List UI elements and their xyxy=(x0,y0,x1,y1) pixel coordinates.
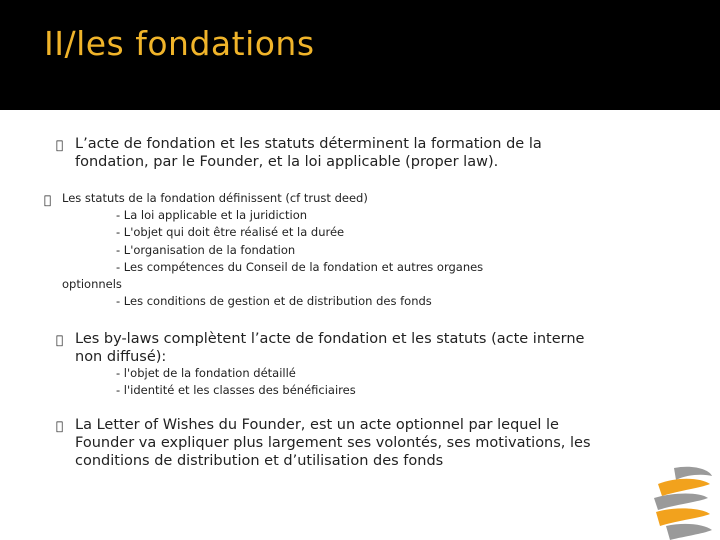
list-item: - Les compétences du Conseil de la fondation et autres organes xyxy=(116,259,484,274)
list-item-continuation: optionnels xyxy=(62,277,122,292)
bullet-marker xyxy=(44,193,51,207)
bullet-2-block xyxy=(62,190,582,310)
bullet-marker xyxy=(56,333,63,347)
list-item: - Les conditions de gestion et de distribution des fonds xyxy=(116,294,432,309)
twisted-spiral-logo-icon xyxy=(644,462,720,540)
bullet-marker xyxy=(56,419,63,433)
list-item: - l'identité et les classes des bénéficiaires xyxy=(116,383,356,398)
bullet-marker xyxy=(56,138,63,152)
header-bar xyxy=(0,0,720,110)
list-item: - l'objet de la fondation détaillé xyxy=(116,366,296,380)
bullet-3-sublist xyxy=(62,365,582,399)
list-item: - L'objet qui doit être réalisé et la durée xyxy=(116,225,345,240)
bullet-4-text: La Letter of Wishes du Founder, est un acte optionnel par lequel le Founder va expliquer plus largement ses volontés, ses motivations, les conditions de distribution et d’utilisation des fonds xyxy=(75,417,591,469)
list-item: - L'organisation de la fondation xyxy=(116,242,296,257)
bullet-3-text: Les by-laws complètent l’acte de fondation et les statuts (acte interne non diffusé): xyxy=(75,331,585,365)
list-item: - La loi applicable et la juridiction xyxy=(116,208,308,223)
bullet-2-intro: Les statuts de la fondation définissent (cf trust deed) xyxy=(62,191,368,205)
slide-title: II/les fondations xyxy=(44,24,315,63)
bullet-1-text: L’acte de fondation et les statuts déterminent la formation de la fondation, par le Founder, et la loi applicable (proper law). xyxy=(75,136,542,170)
